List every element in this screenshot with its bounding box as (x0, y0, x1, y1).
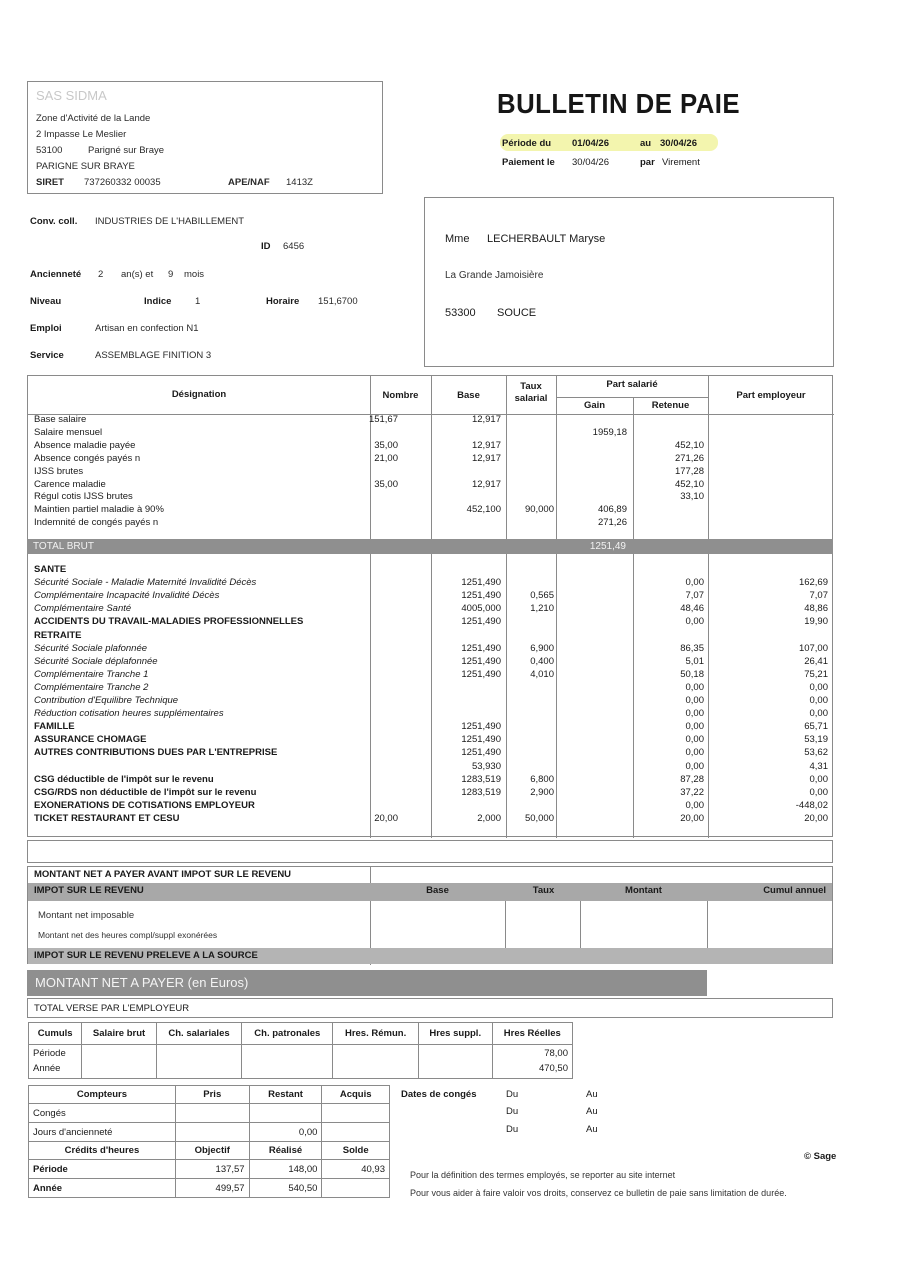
table-row (28, 747, 834, 759)
footer-note-2: Pour vous aider à faire valoir vos droits, conservez ce bulletin de paie sans limitation de durée. (410, 1188, 787, 1198)
cell-retenue: 452,10 (674, 478, 704, 490)
impot-source-label: IMPOT SUR LE REVENU PRELEVE A LA SOURCE (34, 950, 258, 961)
indice-value: 1 (195, 296, 201, 307)
cell-nombre: 151,67 (368, 414, 398, 425)
cell-emp: 0,00 (809, 695, 828, 706)
total-verse-label: TOTAL VERSE PAR L'EMPLOYEUR (34, 1003, 190, 1014)
cell-base: 12,917 (471, 414, 501, 425)
table-row (28, 787, 834, 799)
cumuls-header-2: Ch. salariales (156, 1023, 241, 1045)
cell-emp: 107,00 (798, 642, 828, 654)
cell-base: 1251,490 (461, 642, 501, 654)
table-row (28, 813, 834, 825)
cell-label: Complémentaire Tranche 1 (34, 668, 149, 680)
annee-objectif: 499,57 (175, 1179, 249, 1198)
table-row (28, 774, 834, 786)
cell-gain: 271,26 (597, 517, 627, 529)
cell-emp: 20,00 (804, 812, 828, 824)
impot-montant-header: Montant (625, 885, 662, 896)
periode-realise: 148,00 (249, 1160, 322, 1179)
cell-retenue: 271,26 (674, 452, 704, 464)
cell-label: CSG déductible de l'impôt sur le revenu (34, 773, 214, 785)
cell-label: Complémentaire Tranche 2 (34, 681, 149, 693)
employer-city-1: Parigné sur Braye (88, 145, 165, 156)
document-title: BULLETIN DE PAIE (497, 88, 741, 119)
cumuls-table (28, 1022, 573, 1079)
cell-label: Salaire mensuel (34, 426, 103, 438)
table-row (28, 616, 834, 628)
cell-retenue: 177,28 (674, 465, 704, 477)
cell-label: EXONERATIONS DE COTISATIONS EMPLOYEUR (34, 799, 255, 811)
jours-restant: 0,00 (249, 1123, 322, 1142)
table-row (28, 517, 834, 529)
header-base: Base (457, 390, 480, 401)
cell-base: 4005,000 (461, 603, 501, 615)
impot-cumul-header: Cumul annuel (763, 885, 826, 896)
employee-postcode: 53300 (445, 307, 476, 319)
cell-label: Absence congés payés n (34, 452, 141, 464)
impot-base-header: Base (426, 885, 449, 896)
cell-base: 12,917 (471, 439, 501, 451)
cell-retenue: 7,07 (685, 590, 704, 602)
net-avant-impot-label: MONTANT NET A PAYER AVANT IMPOT SUR LE REVENU (34, 869, 292, 880)
niveau-label: Niveau (30, 296, 62, 307)
anciennete-years: 2 (98, 269, 104, 280)
payment-label: Paiement le (502, 157, 555, 168)
annee-realise: 540,50 (249, 1179, 322, 1198)
cell-retenue: 0,00 (685, 747, 704, 759)
employee-box (424, 197, 834, 367)
cumuls-header-5: Hres suppl. (418, 1023, 492, 1045)
cell-base: 1283,519 (461, 786, 501, 798)
table-row (28, 414, 834, 426)
table-row (28, 504, 834, 516)
cell-retenue: 86,35 (680, 642, 704, 654)
header-part-employeur: Part employeur (736, 390, 806, 401)
cell-retenue: 0,00 (685, 681, 704, 693)
cell-taux: 0,400 (530, 655, 554, 667)
id-value: 6456 (283, 241, 305, 252)
conges-au-3: Au (586, 1124, 598, 1135)
cell-base: 53,930 (471, 760, 501, 772)
service-value: ASSEMBLAGE FINITION 3 (95, 350, 212, 361)
employer-address-2: 2 Impasse Le Meslier (36, 129, 127, 140)
cell-emp: 53,62 (804, 747, 828, 759)
cell-emp: 26,41 (804, 655, 828, 667)
header-gain: Gain (583, 400, 606, 411)
cell-retenue: 0,00 (685, 708, 704, 720)
cumuls-annee-label: Année (33, 1063, 61, 1074)
cumuls-header-4: Hres. Rémun. (333, 1023, 418, 1045)
cell-emp: 53,19 (804, 734, 828, 746)
table-row (28, 453, 834, 465)
employee-address: La Grande Jamoisière (445, 270, 544, 281)
periode-objectif: 137,57 (175, 1160, 249, 1179)
cell-label: SANTE (34, 564, 67, 575)
horaire-value: 151,6700 (318, 296, 358, 307)
cell-base: 12,917 (471, 478, 501, 490)
cell-taux: 50,000 (524, 812, 554, 824)
period-from: 01/04/26 (572, 138, 609, 149)
table-row (28, 427, 834, 439)
table-row (28, 577, 834, 589)
payment-date: 30/04/26 (572, 157, 609, 168)
credits-header-2: Réalisé (249, 1142, 322, 1160)
impot-header (28, 883, 832, 901)
impot-row-2: Montant net des heures compl/suppl exonérées (38, 930, 218, 940)
header-designation: Désignation (171, 389, 227, 400)
cell-label: Indemnité de congés payés n (34, 517, 159, 529)
sage-brand: © Sage (804, 1151, 837, 1162)
payroll-table (27, 375, 833, 837)
total-brut-label: TOTAL BRUT (33, 541, 94, 552)
table-row (28, 761, 834, 773)
cell-label: Complémentaire Incapacité Invalidité Décès (34, 590, 220, 602)
cell-retenue: 0,00 (685, 799, 704, 811)
cell-base: 1251,490 (461, 668, 501, 680)
anciennete-months: 9 (168, 269, 174, 280)
compteurs-header-0: Compteurs (29, 1086, 176, 1104)
table-row (28, 695, 834, 707)
cell-nombre: 35,00 (374, 439, 398, 451)
jours-anciennete-label: Jours d'ancienneté (29, 1123, 176, 1142)
cell-base: 1251,490 (461, 577, 501, 589)
anciennete-years-unit: an(s) et (121, 269, 154, 280)
cell-label: Sécurité Sociale - Maladie Maternité Invalidité Décès (34, 577, 257, 589)
cell-label: Absence maladie payée (34, 439, 136, 451)
siret-value: 737260332 00035 (84, 177, 161, 188)
employer-box (27, 81, 383, 194)
table-row (28, 656, 834, 668)
cumuls-header-0: Cumuls (29, 1023, 82, 1045)
cell-base: 1283,519 (461, 773, 501, 785)
cell-emp: 7,07 (809, 590, 828, 602)
conges-au-1: Au (586, 1089, 598, 1100)
cell-base: 1251,490 (461, 734, 501, 746)
cell-base: 1251,490 (461, 655, 501, 667)
cell-label: Maintien partiel maladie à 90% (34, 504, 164, 516)
cumuls-header-3: Ch. patronales (242, 1023, 333, 1045)
compteurs-header-3: Acquis (322, 1086, 390, 1104)
cumuls-periode-label: Période (33, 1048, 66, 1059)
credits-annee-label: Année (29, 1179, 176, 1198)
cell-label: Base salaire (34, 414, 87, 425)
table-row (28, 603, 834, 615)
total-brut-gain: 1251,49 (589, 541, 626, 552)
table-row (28, 643, 834, 655)
cell-retenue: 87,28 (680, 773, 704, 785)
total-verse-row (27, 998, 833, 1018)
cell-emp: 19,90 (804, 616, 828, 628)
ape-label: APE/NAF (228, 177, 270, 188)
horaire-label: Horaire (266, 296, 300, 307)
cell-taux: 1,210 (530, 603, 554, 615)
table-row (28, 630, 834, 642)
ape-value: 1413Z (286, 177, 313, 188)
table-row (28, 440, 834, 452)
cell-retenue: 452,10 (674, 439, 704, 451)
cell-label: Carence maladie (34, 478, 106, 490)
employee-city: SOUCE (497, 307, 537, 319)
cell-retenue: 48,46 (680, 603, 704, 615)
conges-du-1: Du (506, 1089, 519, 1100)
table-row (28, 479, 834, 491)
cell-emp: -448,02 (795, 799, 828, 811)
payment-method: Virement (662, 157, 700, 168)
cell-base: 1251,490 (461, 590, 501, 602)
cell-base: 1251,490 (461, 616, 501, 628)
cell-retenue: 37,22 (680, 786, 704, 798)
cell-label: Complémentaire Santé (34, 603, 132, 615)
cell-gain: 406,89 (597, 504, 627, 516)
emploi-label: Emploi (30, 323, 62, 334)
cell-label: CSG/RDS non déductible de l'impôt sur le revenu (34, 786, 257, 798)
impot-taux-header: Taux (532, 885, 555, 896)
compteurs-header-2: Restant (249, 1086, 322, 1104)
company-name: SAS SIDMA (36, 88, 107, 103)
header-taux: Taux salarial (514, 381, 548, 404)
cell-emp: 65,71 (804, 721, 828, 733)
cell-base: 452,100 (466, 504, 501, 516)
cumuls-header-6: Hres Réelles (492, 1023, 572, 1045)
conges-label: Congés (29, 1104, 176, 1123)
anciennete-label: Ancienneté (30, 269, 82, 280)
conges-du-3: Du (506, 1124, 519, 1135)
cell-label: ASSURANCE CHOMAGE (34, 734, 147, 746)
employer-city-2: PARIGNE SUR BRAYE (36, 161, 135, 172)
cell-emp: 48,86 (804, 603, 828, 615)
cell-retenue: 0,00 (685, 616, 704, 628)
cumuls-header-1: Salaire brut (82, 1023, 157, 1045)
payment-by-label: par (640, 157, 655, 168)
table-row (28, 721, 834, 733)
cell-gain: 1959,18 (592, 426, 627, 438)
cell-retenue: 20,00 (680, 812, 704, 824)
credits-periode-label: Période (29, 1160, 176, 1179)
cell-nombre: 20,00 (374, 812, 398, 824)
cell-retenue: 5,01 (685, 655, 704, 667)
emploi-value: Artisan en confection N1 (95, 323, 199, 334)
cell-retenue: 0,00 (685, 721, 704, 733)
cell-emp: 75,21 (804, 668, 828, 680)
cell-emp: 0,00 (809, 773, 828, 785)
hres-reelles-periode: 78,00 (544, 1048, 568, 1059)
cell-taux: 0,565 (530, 590, 554, 602)
cell-label: Contribution d'Equilibre Technique (34, 695, 179, 706)
cell-retenue: 33,10 (680, 491, 704, 503)
dates-conges-label: Dates de congés (401, 1089, 477, 1100)
period-to-label: au (640, 138, 652, 149)
table-row (28, 564, 834, 576)
conges-du-2: Du (506, 1106, 519, 1117)
period-to: 30/04/26 (660, 138, 697, 149)
net-a-payer-bar (27, 970, 707, 996)
total-brut-bar (27, 539, 833, 554)
blank-row (27, 840, 833, 863)
net-a-payer-label: MONTANT NET A PAYER (en Euros) (35, 975, 249, 990)
cell-retenue: 50,18 (680, 668, 704, 680)
cell-label: FAMILLE (34, 721, 75, 733)
table-row (28, 590, 834, 602)
cell-label: TICKET RESTAURANT ET CESU (34, 812, 180, 824)
cell-label: ACCIDENTS DU TRAVAIL-MALADIES PROFESSIONNELLES (34, 616, 304, 628)
cell-retenue: 0,00 (685, 577, 704, 589)
table-row (28, 491, 834, 503)
cell-emp: 0,00 (809, 786, 828, 798)
hres-reelles-annee: 470,50 (538, 1063, 568, 1074)
header-retenue: Retenue (651, 400, 690, 411)
employee-name: LECHERBAULT Maryse (487, 233, 606, 245)
period-from-label: Période du (502, 138, 552, 149)
cell-label: Sécurité Sociale déplafonnée (34, 655, 158, 667)
service-label: Service (30, 350, 64, 361)
conv-value: INDUSTRIES DE L'HABILLEMENT (95, 216, 245, 227)
table-row (28, 800, 834, 812)
credits-header-0: Crédits d'heures (29, 1142, 176, 1160)
cell-emp: 4,31 (809, 760, 828, 772)
table-row (28, 466, 834, 478)
cell-emp: 0,00 (809, 708, 828, 720)
header-part-salarie: Part salarié (606, 379, 658, 390)
cell-emp: 162,69 (798, 577, 828, 589)
table-row (28, 669, 834, 681)
cell-label: Réduction cotisation heures supplémentaires (34, 708, 224, 720)
employee-civility: Mme (445, 233, 470, 245)
compteurs-header-1: Pris (175, 1086, 249, 1104)
id-label: ID (261, 241, 271, 252)
cell-taux: 6,900 (530, 642, 554, 654)
cell-label: Régul cotis IJSS brutes (34, 491, 133, 503)
header-nombre: Nombre (382, 390, 419, 401)
credits-header-1: Objectif (175, 1142, 249, 1160)
cell-base: 12,917 (471, 452, 501, 464)
cell-taux: 90,000 (524, 504, 554, 516)
credits-header-3: Solde (322, 1142, 390, 1160)
cell-nombre: 21,00 (374, 452, 398, 464)
footer-note-1: Pour la définition des termes employés, se reporter au site internet (410, 1170, 676, 1180)
cell-base: 2,000 (477, 812, 501, 824)
siret-label: SIRET (36, 177, 64, 188)
table-row (28, 682, 834, 694)
cell-taux: 4,010 (530, 668, 554, 680)
periode-solde: 40,93 (322, 1160, 390, 1179)
employer-address-1: Zone d'Activité de la Lande (36, 113, 151, 124)
cell-retenue: 0,00 (685, 734, 704, 746)
table-row (28, 708, 834, 720)
anciennete-months-unit: mois (184, 269, 205, 280)
conges-au-2: Au (586, 1106, 598, 1117)
cell-retenue: 0,00 (685, 760, 704, 772)
cell-taux: 6,800 (530, 773, 554, 785)
cell-taux: 2,900 (530, 786, 554, 798)
employer-postcode: 53100 (36, 145, 63, 156)
cell-nombre: 35,00 (374, 478, 398, 490)
indice-label: Indice (144, 296, 172, 307)
cell-label: IJSS brutes (34, 465, 84, 477)
impot-label: IMPOT SUR LE REVENU (34, 885, 144, 896)
table-row (28, 734, 834, 746)
cell-retenue: 0,00 (685, 695, 704, 706)
impot-source-bar (28, 948, 832, 964)
cell-label: RETRAITE (34, 629, 82, 641)
cell-base: 1251,490 (461, 721, 501, 733)
conv-label: Conv. coll. (30, 216, 78, 227)
cell-label: Sécurité Sociale plafonnée (34, 642, 148, 654)
cell-label: AUTRES CONTRIBUTIONS DUES PAR L'ENTREPRISE (34, 747, 278, 759)
cell-emp: 0,00 (809, 681, 828, 693)
impot-row-1: Montant net imposable (38, 910, 135, 921)
compteurs-table (28, 1085, 390, 1198)
cell-base: 1251,490 (461, 747, 501, 759)
